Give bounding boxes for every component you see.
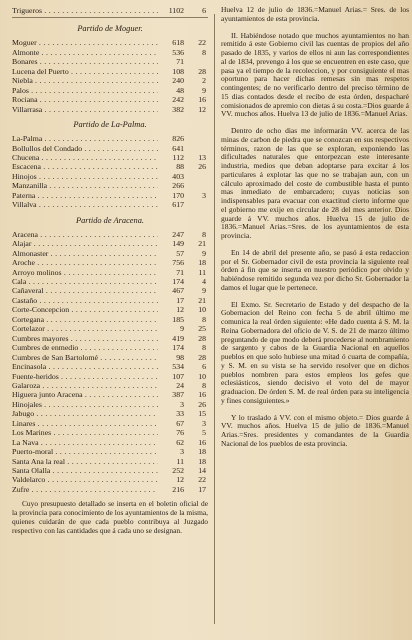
town-row (12, 191, 208, 200)
town-name: Paterna . . . (12, 191, 158, 200)
town-name: Villalva . . . (12, 200, 158, 209)
town-name: Santa Olalla . . . (12, 466, 158, 475)
town-name: Almonaster . . . (12, 249, 158, 258)
value-2: 17 (198, 484, 206, 494)
value-2: 18 (198, 447, 206, 457)
value-1: 826 (172, 134, 184, 144)
value-1: 9 (180, 324, 184, 334)
town-name: Rociana . . . (12, 95, 158, 104)
value-1: 252 (172, 466, 184, 476)
value-1: 174 (172, 276, 184, 286)
value-2: 14 (198, 466, 206, 476)
town-row (12, 343, 208, 352)
town-row (12, 381, 208, 390)
town-row (12, 95, 208, 104)
value-2: 6 (202, 362, 206, 372)
town-row (12, 76, 208, 85)
town-name: Higuera junto Aracena . . . (12, 390, 158, 399)
town-name: Chucena . . . (12, 153, 158, 162)
town-row (12, 38, 208, 47)
town-name: Aroche . . . (12, 258, 158, 267)
value-1: 88 (176, 162, 184, 172)
value-1: 382 (172, 104, 184, 114)
town-row (12, 230, 208, 239)
town-row (12, 419, 208, 428)
left-column (12, 6, 208, 624)
value-2: 5 (202, 428, 206, 438)
town-name: Cortelazor . . . (12, 324, 158, 333)
value-2: 22 (198, 38, 206, 48)
value-1: 240 (172, 76, 184, 86)
value-1: 242 (172, 95, 184, 105)
value-1: 71 (176, 267, 184, 277)
value-1: 11 (176, 456, 184, 466)
town-name: Bollullos del Condado . . . (12, 144, 158, 153)
town-row (12, 67, 208, 76)
value-1: 247 (172, 229, 184, 239)
value-2: 18 (198, 258, 206, 268)
value-2: 2 (202, 76, 206, 86)
value-1: 756 (172, 258, 184, 268)
town-row (12, 200, 208, 209)
value-1: 617 (172, 200, 184, 210)
value-2: 8 (202, 343, 206, 353)
value-1: 185 (172, 314, 184, 324)
value-2: 16 (198, 390, 206, 400)
town-name: Jabugo . . . (12, 409, 158, 418)
town-name: Cala . . . (12, 277, 158, 286)
value-1: 48 (176, 85, 184, 95)
town-row (12, 315, 208, 324)
town-row (12, 144, 208, 153)
section-title: Partido de Moguer. (77, 24, 143, 34)
town-name: Almonte . . . (12, 48, 158, 57)
value-1: 17 (176, 295, 184, 305)
value-2: 26 (198, 162, 206, 172)
town-row (12, 438, 208, 447)
paragraph-minas: Dentro de ocho dias me informarán VV. acerca de las minas de carbon de piedra que se conozcan en sus respectivos términos, razon de las que se exploran, exponiendo las dificultades naturales que entorpezcan este interesante industria, medios que deban adoptarse para excitar á los particulares á explotar las que no se trabajan aun, con un cálculo aproximado del coste de combustible hasta el punto mas inmediato de embarcadero; cuyas noticias son indispensables para evacuar con exactitud cierto informe que el gobierno me exije en circular de 28 del mes anterior. Dios guarde á VV. muchos años. Huelva 15 de julio de 1836.=Manuel Arias.=Sres. de los ayuntamientos de esta provincia. (221, 126, 409, 240)
paragraph-real-orden-intro: En 14 de abril del presente año, se pasó á esta redaccion por el Sr. Gobernador civil de esta provincia la siguiente real órden á fin que se inserta en nuestro periódico por olvido y habiéndose remitido segunda vez por dicho Sr. Gobernador la damos el lugar que le pertenece. (221, 247, 409, 292)
town-row (12, 162, 208, 171)
value-1: 108 (172, 66, 184, 76)
value-2: 25 (198, 324, 206, 334)
town-row (12, 239, 208, 248)
paragraph-signoff: Huelva 12 de julio de 1836.=Manuel Arias.= Sres. de los ayuntamientos de esta provincia. (221, 5, 409, 23)
town-name: Palos . . . (12, 86, 158, 95)
town-name: Castaño . . . (12, 296, 158, 305)
town-row (12, 86, 208, 95)
town-name: La-Palma . . . (12, 134, 158, 143)
town-name: Cumbres de enmedio . . . (12, 343, 158, 352)
town-row (12, 258, 208, 267)
town-row (12, 57, 208, 66)
town-row (12, 409, 208, 418)
town-name: Lucena del Puerto . . . (12, 67, 158, 76)
town-name: Hinojales . . . (12, 400, 158, 409)
town-name: Escacena . . . (12, 162, 158, 171)
value-1: 98 (176, 352, 184, 362)
value-1: 76 (176, 428, 184, 438)
town-name: Alajar . . . (12, 239, 158, 248)
value-1: 57 (176, 248, 184, 258)
town-row (12, 48, 208, 57)
partido-sections (12, 24, 208, 494)
town-row (12, 428, 208, 437)
value-1: 216 (172, 484, 184, 494)
town-name: Los Marines . . . (12, 428, 158, 437)
town-name: Cumbres de San Bartolomé . . . (12, 353, 158, 362)
value-1: 24 (176, 380, 184, 390)
value-2: 10 (198, 371, 206, 381)
value-2: 8 (202, 380, 206, 390)
value-2: 18 (198, 456, 206, 466)
value-2: 3 (202, 418, 206, 428)
town-name: Aracena . . . (12, 230, 158, 239)
value-1: 67 (176, 418, 184, 428)
value-1: 71 (176, 57, 184, 67)
value-1: 1102 (168, 6, 184, 15)
town-row (12, 475, 208, 484)
value-2: 26 (198, 399, 206, 409)
town-name: Encinasola . . . (12, 362, 158, 371)
paragraph-real-orden: El Exmo. Sr. Secretario de Estado y del despacho de la Gobernacion del Reino con fecha 5 de abril último me comunica la real órden siguiente: «He dado cuenta á S. M. la Reina Gobernadora del oficio de V. S. de 21 de marzo último preguntando de que modo deberá procederse al nombramiento de sargento y cabos de la Guardia Nacional en aquellos pueblos en que solo hubiese una mitad ó cuarta de compañía, y S. M. en su vista se ha servido resolver que en dichos pueblos nombren para estos empleos los gefes que eclesiásticos, siendo decisivo el voto del de mayor graduacion. De órden S. M. de real órden para su inteligencia y fines consiguientes.» (221, 299, 409, 405)
value-2: 8 (202, 314, 206, 324)
town-row (12, 286, 208, 295)
value-2: 3 (202, 190, 206, 200)
value-2: 11 (198, 267, 206, 277)
value-1: 12 (176, 475, 184, 485)
value-2: 8 (202, 47, 206, 57)
value-1: 467 (172, 286, 184, 296)
town-name: Puerto-moral . . . (12, 447, 158, 456)
value-2: 21 (198, 239, 206, 249)
town-row (12, 400, 208, 409)
town-row (12, 105, 208, 114)
town-row (12, 277, 208, 286)
town-row (12, 296, 208, 305)
town-name: Cañaveral . . . (12, 286, 158, 295)
value-2: 28 (198, 333, 206, 343)
right-column (221, 6, 409, 624)
town-row (12, 457, 208, 466)
value-1: 3 (180, 399, 184, 409)
value-2: 12 (198, 104, 206, 114)
town-name: La Nava . . . (12, 438, 158, 447)
value-1: 33 (176, 409, 184, 419)
town-name: Arroyo molinos . . . (12, 268, 158, 277)
town-row (12, 249, 208, 258)
town-row (12, 372, 208, 381)
town-name: Cortegana . . . (12, 315, 158, 324)
town-row (12, 353, 208, 362)
town-row (12, 485, 208, 494)
section-title: Partido de La-Palma. (73, 120, 147, 130)
town-name: Trigueros . . . (12, 6, 158, 15)
town-name: Hinojos . . . (12, 172, 158, 181)
value-1: 387 (172, 390, 184, 400)
town-row (12, 390, 208, 399)
value-1: 536 (172, 47, 184, 57)
value-1: 419 (172, 333, 184, 343)
value-1: 12 (176, 305, 184, 315)
town-row (12, 134, 208, 143)
value-1: 3 (180, 447, 184, 457)
town-row (12, 181, 208, 190)
value-1: 403 (172, 171, 184, 181)
value-2: 22 (198, 475, 206, 485)
value-1: 149 (172, 239, 184, 249)
town-name: Cumbres mayores . . . (12, 334, 158, 343)
value-2: 16 (198, 95, 206, 105)
town-name: Villarrasa . . . (12, 105, 158, 114)
value-2: 28 (198, 66, 206, 76)
town-name: Niebla . . . (12, 76, 158, 85)
town-name: Valdelarco . . . (12, 475, 158, 484)
paragraph-traslado: Y lo traslado á VV. con el mismo objeto.= Dios guarde á VV. muchos años. Huelva 15 de julio de 1836.=Manuel Arias.=Sres. presidentes y comandantes de la Guardia Nacional de los pueblos de esta provincia. (221, 412, 409, 448)
value-1: 534 (172, 362, 184, 372)
value-2: 4 (202, 276, 206, 286)
paragraph-cuentas: II. Habiéndose notado que muchos ayuntamientos no han remitido á este Gobierno civil las cuentas de propios del año pasado de 1835, y varios de ellos ni aun las correspondientes al de 1834, prevengo á los que se encuentren en este caso, que pasa ya el tiempo de la recoleccion, y por consiguiente el mas oportuno para hacer dichas remesas sin mas respetos contingentes; de no verificarlo dentro del preciso término de 15 dias contados desde el recibo de esta órden, despacharé comisionados de apremio con dietas á su costa.=Dios guarde á VV. muchos años. Huelva 13 de julio de 1836.=Manuel Arias. (221, 30, 409, 119)
town-row (12, 153, 208, 162)
value-2: 13 (198, 152, 206, 162)
value-1: 174 (172, 343, 184, 353)
town-name: Santa Ana la real . . . (12, 457, 158, 466)
town-row (12, 305, 208, 314)
town-row (12, 172, 208, 181)
town-row (12, 334, 208, 343)
town-row (12, 466, 208, 475)
value-2: 15 (198, 409, 206, 419)
value-1: 170 (172, 190, 184, 200)
footnote: Cuyo presupuesto detallado se inserta en el boletin oficial de la provincia para conocimiento de los ayuntamientos de la misma, quienes cuidarán de que cada pueblo contribuya al Juzgado respectivo con las cantidades que á cada uno se designan. (12, 499, 208, 536)
value-2: 9 (202, 85, 206, 95)
town-row (12, 324, 208, 333)
section-title: Partido de Aracena. (76, 215, 144, 225)
value-1: 641 (172, 143, 184, 153)
value-2: 6 (202, 6, 206, 15)
value-2: 28 (198, 352, 206, 362)
value-2: 10 (198, 305, 206, 315)
value-1: 62 (176, 437, 184, 447)
value-2: 16 (198, 437, 206, 447)
town-name: Bonares . . . (12, 57, 158, 66)
value-1: 107 (172, 371, 184, 381)
town-name: Moguer . . . (12, 38, 158, 47)
town-row (12, 447, 208, 456)
town-name: Corte-Concepcion . . . (12, 305, 158, 314)
town-name: Zufre . . . (12, 485, 158, 494)
town-row (12, 268, 208, 277)
value-1: 266 (172, 181, 184, 191)
town-name: Galaroza . . . (12, 381, 158, 390)
value-1: 618 (172, 38, 184, 48)
value-2: 9 (202, 286, 206, 296)
town-row (12, 362, 208, 371)
column-rule (214, 14, 215, 624)
value-2: 8 (202, 229, 206, 239)
town-name: Linares . . . (12, 419, 158, 428)
value-2: 21 (198, 295, 206, 305)
value-2: 9 (202, 248, 206, 258)
value-1: 112 (172, 152, 184, 162)
top-row (12, 6, 208, 15)
town-name: Manzanilla . . . (12, 181, 158, 190)
divider (12, 17, 208, 18)
town-name: Fuente-heridos . . . (12, 372, 158, 381)
